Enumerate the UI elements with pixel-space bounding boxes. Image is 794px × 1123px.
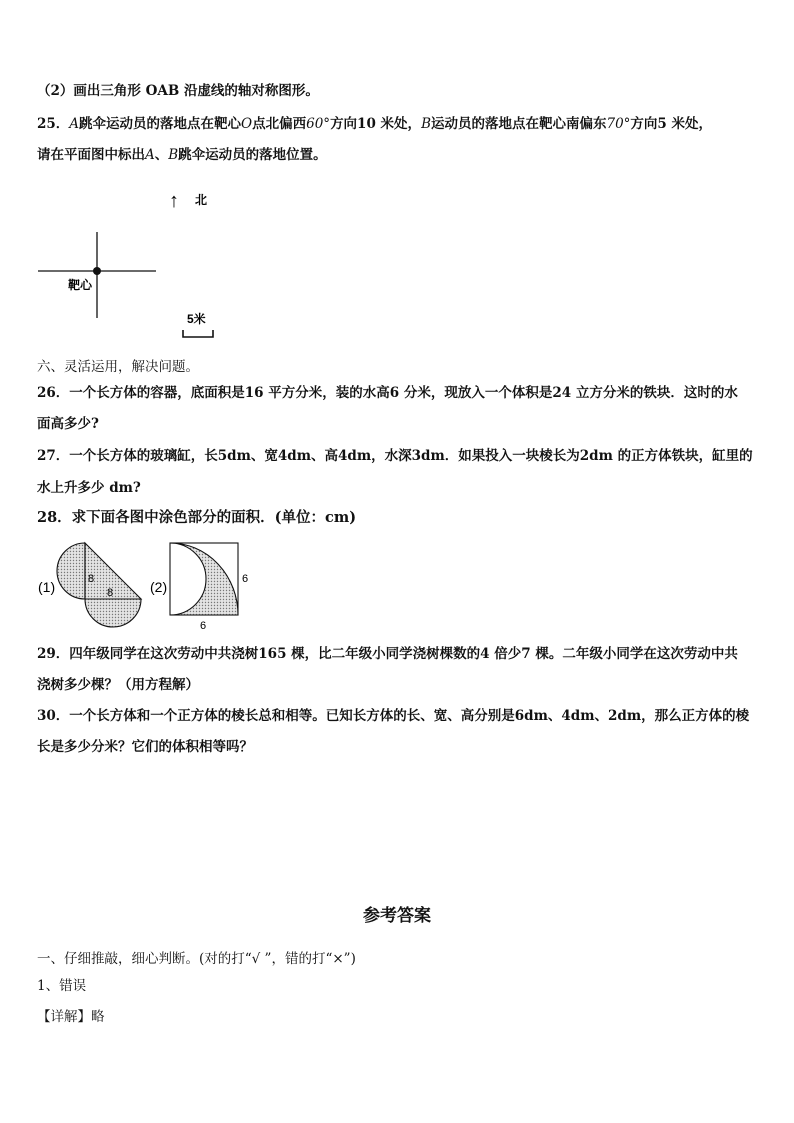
scale-label: 5米 <box>187 312 206 326</box>
q30-line2 <box>37 739 253 755</box>
q25-point-o: O <box>241 116 253 132</box>
q28-line <box>37 510 356 526</box>
answers-section1-text: 一、仔细推敲，细心判断。(对的打“√ ”，错的打“×”) <box>37 951 356 967</box>
q25-b-sep: 、 <box>154 147 169 163</box>
answers-section1 <box>37 951 356 967</box>
q25-point-a: A <box>69 116 80 132</box>
q28-figures <box>30 535 260 635</box>
answers-title: 参考答案 <box>363 906 431 926</box>
q26-text2: 面高多少? <box>37 416 99 432</box>
q25-text1: 跳伞运动员的落地点在靶心 <box>79 116 242 132</box>
q27-text2: 水上升多少 dm? <box>37 480 141 496</box>
q27-line2 <box>37 480 141 496</box>
q25-angle2: 70° <box>606 116 631 132</box>
target-center-dot <box>93 267 101 275</box>
scale-bar <box>183 330 213 337</box>
q30-text1: 30．一个长方体和一个正方体的棱长总和相等。已知长方体的长、宽、高分别是6dm、4dm、2dm，那么正方体的棱 <box>37 708 750 724</box>
figure1-dim-vertical: 8 <box>88 573 95 585</box>
q24-part2-text: （2）画出三角形 OAB 沿虚线的轴对称图形。 <box>37 83 319 99</box>
q25-angle1: 60° <box>306 116 331 132</box>
target-center-label: 靶心 <box>68 278 93 292</box>
q30-line1 <box>37 708 749 724</box>
figure2-shape <box>170 543 238 615</box>
figure2-dim-bottom: 6 <box>200 620 207 632</box>
q25-b-text1: 请在平面图中标出 <box>37 147 145 163</box>
q28-text: 28．求下面各图中涂色部分的面积．(单位：cm) <box>37 509 357 526</box>
q29-line2 <box>37 677 199 693</box>
answers-detail-label: 【详解】 <box>37 1009 91 1025</box>
figure1-dim-horizontal: 8 <box>107 587 114 599</box>
q29-text1: 29．四年级同学在这次劳动中共浇树165 棵，比二年级小同学浇树棵数的4 倍少7 棵。二年级小同学在这次劳动中共 <box>37 646 738 662</box>
target-compass-diagram <box>30 185 250 350</box>
north-label: 北 <box>195 193 208 207</box>
q25-line1 <box>37 116 712 132</box>
q25-line2 <box>37 147 327 163</box>
q25-b-text2: 跳伞运动员的落地位置。 <box>178 147 327 163</box>
answers-detail-text: 略 <box>91 1009 105 1025</box>
section6-text: 六、灵活运用，解决问题。 <box>37 359 199 375</box>
q27-line1 <box>37 448 753 464</box>
q26-line2 <box>37 416 99 432</box>
q29-text2: 浇树多少棵？（用方程解） <box>37 677 199 693</box>
answers-item1 <box>37 978 86 994</box>
q25-b-point-a: A <box>145 147 155 163</box>
q25-text4: 运动员的落地点在靶心南偏东 <box>430 116 607 132</box>
q30-text2: 长是多少分米？它们的体积相等吗？ <box>37 739 253 755</box>
q24-part2 <box>37 83 319 99</box>
q26-line1 <box>37 385 738 401</box>
answers-detail <box>37 1009 105 1025</box>
q26-text1: 26．一个长方体的容器，底面积是16 平方分米，装的水高6 分米，现放入一个体积是24 立方分米的铁块．这时的水 <box>37 385 738 401</box>
q25-text5: 方向5 米处， <box>630 116 713 132</box>
q27-text1: 27．一个长方体的玻璃缸，长5dm、宽4dm、高4dm，水深3dm．如果投入一块棱长为2dm 的正方体铁块，缸里的 <box>37 448 753 464</box>
figure2-dim-side: 6 <box>242 573 249 585</box>
q25-point-b: B <box>421 116 431 132</box>
answers-item1-text: 1、错误 <box>37 978 87 994</box>
q25-text2: 点北偏西 <box>252 116 307 132</box>
q25-b-point-b: B <box>168 147 179 163</box>
figure1-shape <box>57 543 141 627</box>
q29-line1 <box>37 646 738 662</box>
q25-number: 25． <box>37 116 70 132</box>
figure1-label: (1) <box>38 579 56 595</box>
section6-heading <box>37 359 199 375</box>
figure2-label: (2) <box>150 579 168 595</box>
q25-text3: 方向10 米处， <box>330 116 422 132</box>
north-arrow-icon: ↑ <box>169 190 179 212</box>
